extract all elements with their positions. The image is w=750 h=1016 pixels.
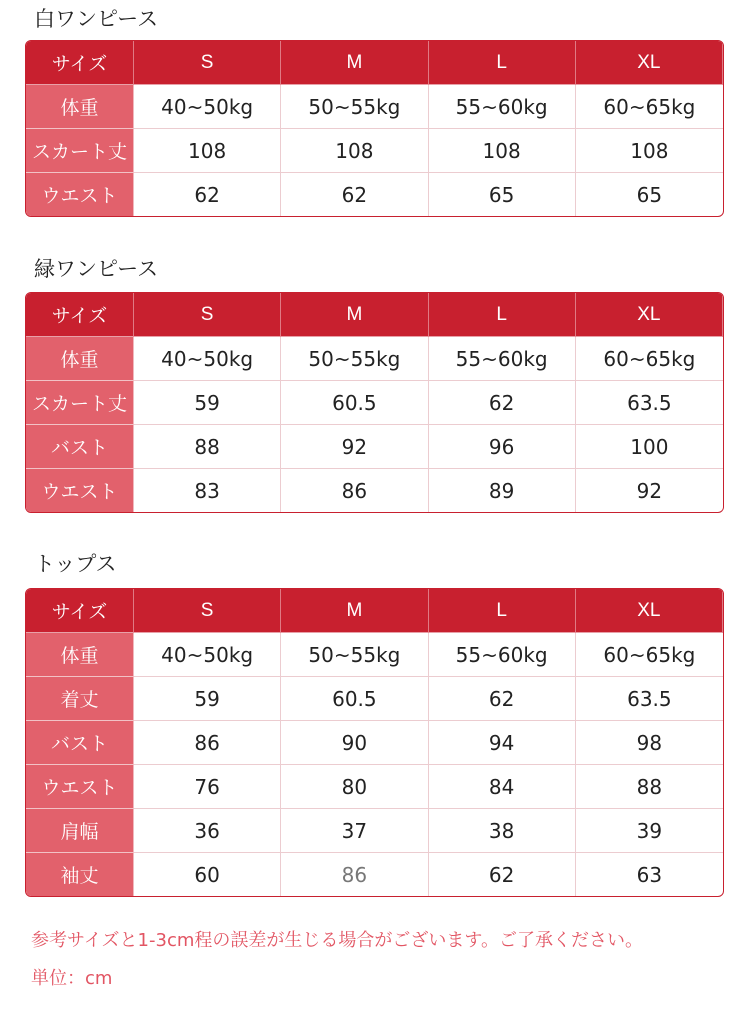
value-cell: 92: [281, 425, 428, 469]
value-cell: 60.5: [281, 381, 428, 425]
unit-note: 単位：cm: [31, 968, 113, 989]
value-cell: 62: [429, 381, 576, 425]
value-cell: 62: [429, 677, 576, 721]
value-cell: 108: [429, 129, 576, 173]
value-cell: 86: [281, 469, 428, 512]
value-cell: 50~55kg: [281, 337, 428, 381]
table-header-row: [26, 589, 723, 633]
value-cell: 59: [134, 677, 281, 721]
size-table: [25, 588, 724, 897]
table-title: 緑ワンピース: [34, 257, 159, 281]
value-cell: 60~65kg: [576, 337, 723, 381]
value-cell: 40~50kg: [134, 337, 281, 381]
row-label: 肩幅: [26, 809, 134, 853]
table-row: [26, 469, 723, 512]
table-title: 白ワンピース: [34, 7, 159, 31]
value-cell: 40~50kg: [134, 85, 281, 129]
row-label: バスト: [26, 721, 134, 765]
value-cell: 40~50kg: [134, 633, 281, 677]
header-cell: M: [281, 293, 428, 337]
size-table: [25, 292, 724, 513]
row-label: 着丈: [26, 677, 134, 721]
row-label: 体重: [26, 85, 134, 129]
value-cell: 60: [134, 853, 281, 896]
value-cell: 86: [281, 853, 428, 896]
table-row: [26, 85, 723, 129]
value-cell: 59: [134, 381, 281, 425]
value-cell: 60.5: [281, 677, 428, 721]
header-cell: S: [134, 589, 281, 633]
table-row: [26, 337, 723, 381]
table-row: [26, 381, 723, 425]
row-label: 体重: [26, 633, 134, 677]
value-cell: 89: [429, 469, 576, 512]
value-cell: 50~55kg: [281, 85, 428, 129]
header-cell: サイズ: [26, 293, 134, 337]
value-cell: 108: [134, 129, 281, 173]
table-row: [26, 677, 723, 721]
header-cell: サイズ: [26, 589, 134, 633]
table-header-row: [26, 293, 723, 337]
value-cell: 90: [281, 721, 428, 765]
value-cell: 83: [134, 469, 281, 512]
row-label: ウエスト: [26, 469, 134, 512]
table-title: トップス: [34, 552, 117, 576]
value-cell: 38: [429, 809, 576, 853]
value-cell: 63.5: [576, 677, 723, 721]
value-cell: 98: [576, 721, 723, 765]
value-cell: 62: [134, 173, 281, 216]
value-cell: 63.5: [576, 381, 723, 425]
table-row: [26, 721, 723, 765]
value-cell: 88: [576, 765, 723, 809]
table-row: [26, 809, 723, 853]
value-cell: 80: [281, 765, 428, 809]
value-cell: 108: [281, 129, 428, 173]
header-cell: XL: [576, 41, 723, 85]
header-cell: M: [281, 41, 428, 85]
row-label: ウエスト: [26, 765, 134, 809]
value-cell: 37: [281, 809, 428, 853]
value-cell: 55~60kg: [429, 633, 576, 677]
value-cell: 36: [134, 809, 281, 853]
value-cell: 55~60kg: [429, 337, 576, 381]
header-cell: S: [134, 293, 281, 337]
table-header-row: [26, 41, 723, 85]
row-label: スカート丈: [26, 381, 134, 425]
row-label: 体重: [26, 337, 134, 381]
value-cell: 76: [134, 765, 281, 809]
row-label: ウエスト: [26, 173, 134, 216]
table-row: [26, 633, 723, 677]
header-cell: L: [429, 589, 576, 633]
value-cell: 55~60kg: [429, 85, 576, 129]
table-row: [26, 765, 723, 809]
header-cell: M: [281, 589, 428, 633]
header-cell: XL: [576, 293, 723, 337]
value-cell: 86: [134, 721, 281, 765]
value-cell: 65: [636, 182, 663, 207]
value-cell: 65: [429, 173, 576, 216]
header-cell: XL: [576, 589, 723, 633]
value-cell: 84: [429, 765, 576, 809]
size-table: [25, 40, 724, 217]
header-cell: S: [134, 41, 281, 85]
row-label: 袖丈: [26, 853, 134, 896]
table-row: [26, 853, 723, 896]
value-cell: 100: [576, 425, 723, 469]
value-cell: 39: [576, 809, 723, 853]
value-cell: 96: [429, 425, 576, 469]
value-cell: 62: [281, 173, 428, 216]
value-cell: 60~65kg: [576, 85, 723, 129]
table-row: [26, 173, 723, 216]
value-cell: 108: [576, 129, 723, 173]
value-cell: 62: [429, 853, 576, 896]
row-label: スカート丈: [26, 129, 134, 173]
value-cell: 60~65kg: [576, 633, 723, 677]
row-label: バスト: [26, 425, 134, 469]
disclaimer-note: 参考サイズと1-3cm程の誤差が生じる場合がございます。ご了承ください。: [31, 930, 643, 951]
value-cell: 63: [636, 862, 663, 887]
table-row: [26, 425, 723, 469]
value-cell: 88: [134, 425, 281, 469]
header-cell: L: [429, 293, 576, 337]
header-cell: サイズ: [26, 41, 134, 85]
header-cell: L: [429, 41, 576, 85]
value-cell: 92: [636, 478, 663, 503]
value-cell: 94: [429, 721, 576, 765]
value-cell: 50~55kg: [281, 633, 428, 677]
table-row: [26, 129, 723, 173]
